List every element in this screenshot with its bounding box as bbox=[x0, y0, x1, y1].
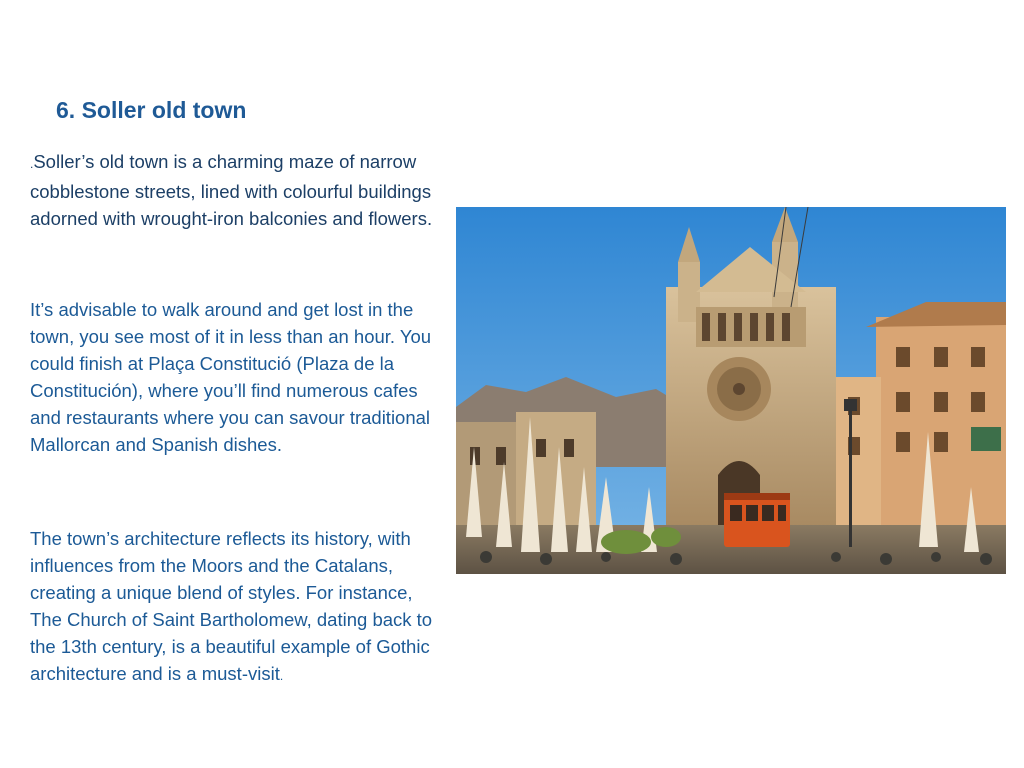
paragraph-3-trail-dot: . bbox=[279, 669, 284, 683]
slide-title: 6. Soller old town bbox=[56, 97, 247, 123]
paragraph-2 bbox=[30, 296, 435, 458]
paragraph-2-text: It’s advisable to walk around and get lost in the town, you see most of it in less than an hour. You could finish at Plaça Constitució (Plaza de la Constitución), where you’ll find numerous cafes and restaurants where you can savour traditional Mallorcan and Spanish dishes. bbox=[30, 299, 432, 455]
paragraph-1-lead-dot: . bbox=[30, 157, 34, 171]
street-lamp bbox=[849, 407, 852, 547]
paragraph-3 bbox=[30, 525, 435, 690]
soller-church-photo bbox=[456, 207, 1006, 574]
paragraph-1 bbox=[30, 148, 435, 232]
paragraph-1-text: Soller’s old town is a charming maze of narrow cobblestone streets, lined with colourful buildings adorned with wrought-iron balconies and flowers. bbox=[30, 151, 433, 229]
tram bbox=[724, 493, 790, 547]
paragraph-3-text: The town’s architecture reflects its history, with influences from the Moors and the Catalans, creating a unique blend of styles. For instance, The Church of Saint Bartholomew, dating back to the 13th century, is a beautiful example of Gothic architecture and is a must-visit bbox=[30, 528, 433, 684]
